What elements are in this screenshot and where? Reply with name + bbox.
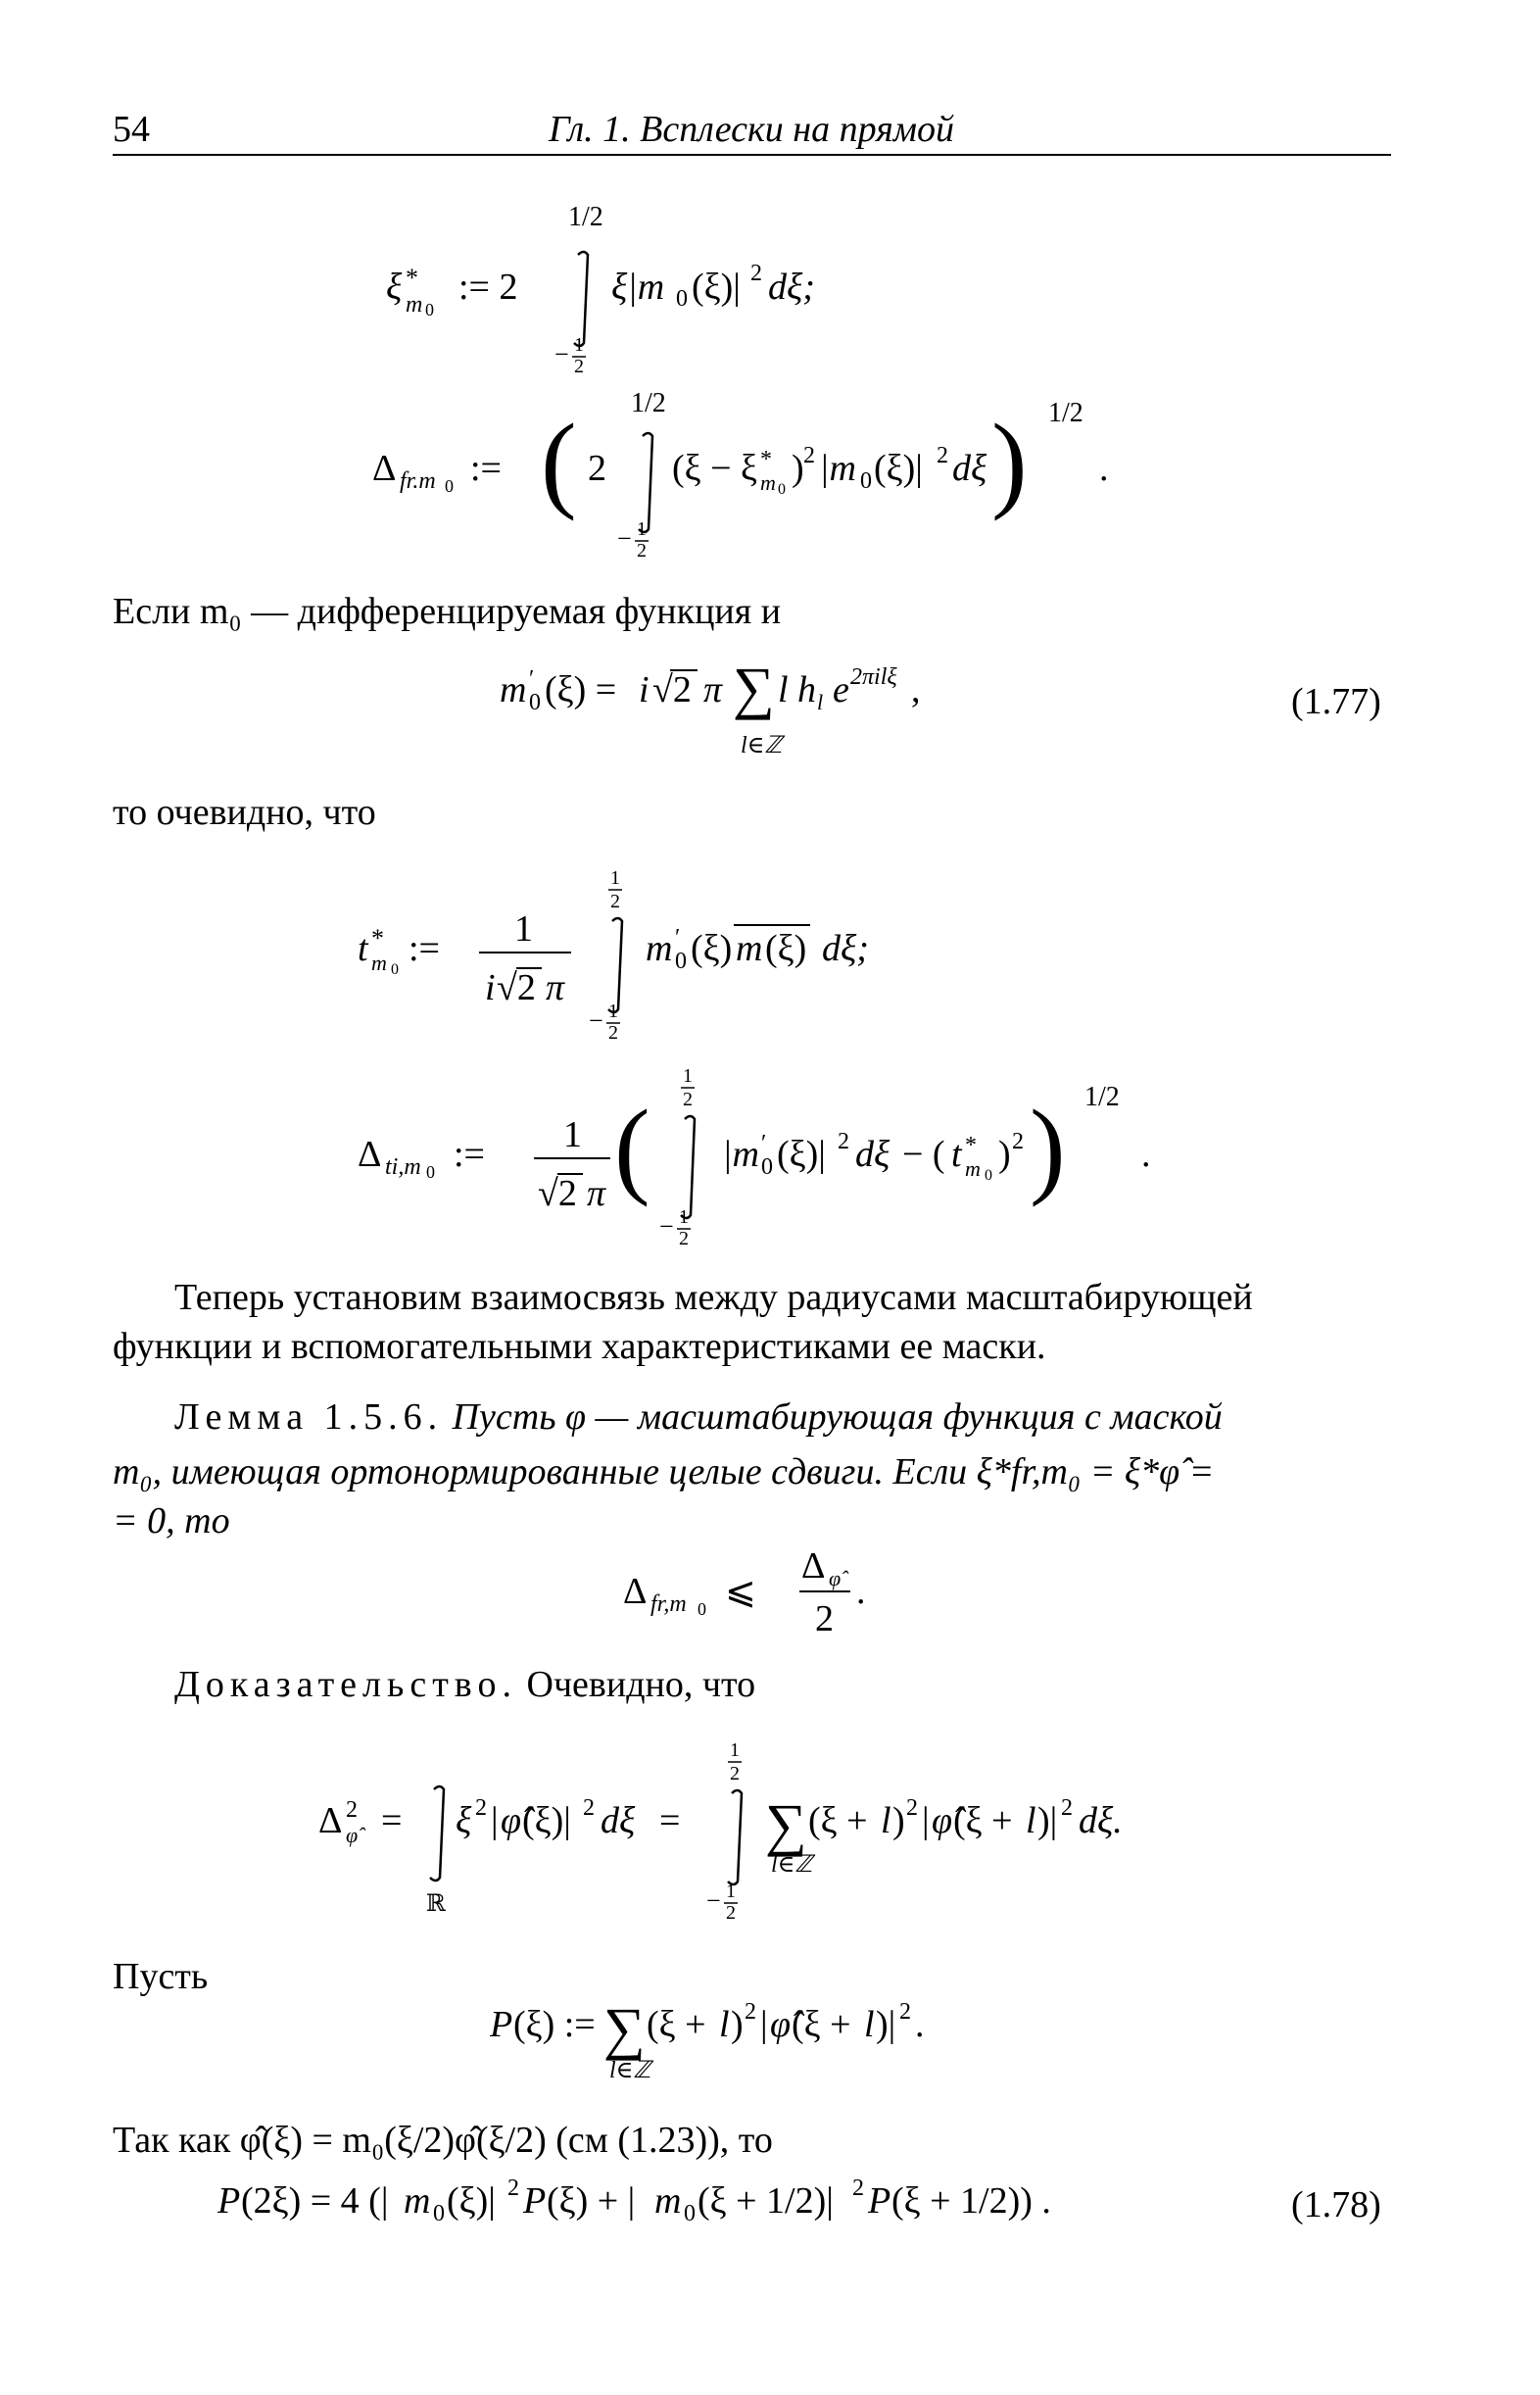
svg-text:2: 2: [906, 1795, 918, 1821]
svg-text:−: −: [589, 1006, 603, 1035]
svg-text:dξ.: dξ.: [1079, 1800, 1123, 1841]
svg-text:1: 1: [608, 1001, 618, 1022]
svg-text:Δ: Δ: [623, 1571, 648, 1612]
svg-text:√2: √2: [497, 967, 536, 1008]
svg-text:1: 1: [726, 1881, 736, 1902]
lemma-line1-text: Пусть φ — масштабирующая функция с маской: [452, 1396, 1223, 1438]
svg-text:,: ,: [911, 669, 921, 710]
svg-text:′: ′: [761, 1131, 767, 1156]
equation-t-star: [358, 862, 945, 1049]
svg-text:(ξ)|: (ξ)|: [692, 267, 741, 308]
svg-text:2: 2: [750, 261, 762, 286]
svg-text:1: 1: [683, 1065, 693, 1087]
svg-text:−: −: [706, 1886, 721, 1915]
svg-text:(ξ + 1/2)) .: (ξ + 1/2)) .: [891, 2180, 1051, 2222]
paragraph-let: Пусть: [113, 1956, 209, 1997]
svg-text:1: 1: [574, 334, 584, 356]
svg-text:2: 2: [1012, 1129, 1024, 1154]
svg-text:dξ: dξ: [952, 448, 987, 489]
svg-text:l∈ℤ: l∈ℤ: [771, 1852, 813, 1878]
svg-text:*: *: [760, 447, 772, 472]
svg-text:): ): [998, 1134, 1011, 1175]
svg-text:(ξ)|: (ξ)|: [447, 2180, 496, 2222]
equation-1-78: [217, 2164, 1197, 2242]
svg-text:Δ: Δ: [318, 1800, 343, 1841]
svg-text:P: P: [523, 2180, 547, 2222]
svg-text:0: 0: [426, 1162, 435, 1182]
svg-text:1/2: 1/2: [1084, 1082, 1120, 1112]
svg-text:2: 2: [838, 1129, 849, 1154]
svg-text:0: 0: [985, 1167, 992, 1184]
svg-text:*: *: [406, 264, 418, 292]
svg-text:2: 2: [803, 443, 815, 468]
svg-text:2: 2: [610, 891, 620, 912]
svg-text:)|: )|: [1037, 1800, 1058, 1841]
equation-P: [490, 1980, 1038, 2097]
svg-text:.: .: [1099, 448, 1109, 489]
svg-text:m: m: [760, 470, 776, 495]
svg-text:m: m: [646, 928, 673, 969]
equation-xi-star: [372, 196, 921, 372]
lemma-line3: = 0, то: [113, 1500, 230, 1541]
svg-text:1: 1: [514, 908, 533, 950]
svg-text:m: m: [371, 951, 387, 975]
svg-text:2: 2: [583, 1795, 595, 1821]
equation-1-77: [500, 647, 1048, 764]
svg-text:2: 2: [745, 1999, 756, 2025]
svg-text:′: ′: [529, 666, 535, 692]
svg-text:t: t: [358, 928, 368, 969]
svg-text:2: 2: [608, 1022, 618, 1044]
svg-text:2: 2: [679, 1228, 689, 1249]
lemma-label-text: Лемма 1.5.6.: [174, 1396, 444, 1438]
svg-text:ξ: ξ: [456, 1800, 472, 1841]
svg-text:): ): [731, 2004, 744, 2045]
svg-text:2: 2: [1061, 1795, 1073, 1821]
svg-text:(ξ +: (ξ +: [808, 1800, 868, 1841]
svg-text:ℝ: ℝ: [426, 1891, 446, 1917]
svg-text:0: 0: [433, 2201, 445, 2226]
svg-text:(ξ): (ξ): [765, 928, 807, 969]
svg-text:0: 0: [425, 300, 434, 319]
svg-text:√2: √2: [652, 669, 692, 710]
svg-text:): ): [792, 448, 804, 489]
svg-text:(ξ) + |: (ξ) + |: [547, 2180, 636, 2222]
svg-text:|: |: [760, 2004, 768, 2045]
svg-text:∑: ∑: [765, 1792, 807, 1857]
svg-text:φ̂: φ̂: [829, 1566, 842, 1590]
svg-text:|m: |m: [819, 448, 856, 489]
svg-text:π: π: [587, 1173, 606, 1214]
equation-number-1-78: (1.78): [1291, 2184, 1381, 2225]
svg-text:)|: )|: [876, 2004, 896, 2045]
svg-text:(ξ): (ξ): [691, 928, 733, 969]
svg-text:2: 2: [852, 2175, 864, 2201]
svg-text:1/2: 1/2: [568, 202, 603, 232]
svg-text:π: π: [703, 669, 723, 710]
svg-text:|: |: [491, 1800, 499, 1841]
svg-text:|: |: [922, 1800, 930, 1841]
svg-text:1: 1: [637, 518, 647, 540]
svg-text::=: :=: [470, 448, 502, 489]
svg-text:φ̂: φ̂: [501, 1800, 522, 1841]
svg-text:=: =: [381, 1800, 403, 1841]
svg-text:φ̂: φ̂: [932, 1800, 953, 1841]
svg-text:0: 0: [529, 690, 541, 715]
svg-text:fr.m: fr.m: [400, 468, 436, 494]
svg-text:1/2: 1/2: [1048, 398, 1083, 428]
svg-text:2: 2: [937, 443, 948, 468]
svg-text:2: 2: [815, 1598, 834, 1637]
equation-number-1-77: (1.77): [1291, 681, 1381, 722]
svg-text:0: 0: [698, 1599, 706, 1619]
svg-text:1: 1: [563, 1114, 582, 1155]
svg-text:⩽: ⩽: [725, 1571, 756, 1612]
paragraph-then: то очевидно, что: [113, 792, 376, 833]
svg-text:(ξ − ξ: (ξ − ξ: [672, 448, 757, 489]
svg-text:− (: − (: [902, 1134, 945, 1175]
svg-text:): ): [892, 1800, 905, 1841]
svg-text:(ξ)|: (ξ)|: [522, 1800, 571, 1841]
svg-text:ξ: ξ: [386, 267, 403, 308]
svg-text:m: m: [404, 2180, 431, 2222]
svg-text:): ): [991, 402, 1028, 521]
svg-text:2: 2: [507, 2175, 519, 2201]
svg-text:e: e: [833, 669, 849, 710]
svg-text:m: m: [965, 1156, 981, 1181]
svg-text:2: 2: [574, 356, 584, 372]
header-rule: [113, 154, 1391, 156]
svg-text:P: P: [217, 2180, 241, 2222]
svg-text:−: −: [659, 1212, 674, 1241]
svg-text:π: π: [546, 967, 565, 1008]
svg-text:0: 0: [684, 2201, 696, 2226]
proof-label: Доказательство.: [174, 1664, 517, 1705]
svg-text:0: 0: [445, 476, 454, 496]
svg-text:(ξ)|: (ξ)|: [874, 448, 923, 489]
svg-text:.: .: [1141, 1134, 1151, 1175]
svg-text:2: 2: [475, 1795, 487, 1821]
svg-text:i: i: [639, 669, 650, 710]
svg-text:0: 0: [675, 949, 687, 974]
svg-text:(: (: [614, 1088, 650, 1207]
svg-text:φ̂: φ̂: [770, 2004, 792, 2045]
paragraph-since: Так как φ̂(ξ) = m₀(ξ/2)φ̂(ξ/2) (см (1.23)), то: [113, 2120, 773, 2161]
equation-proof: [318, 1735, 1220, 1931]
svg-text:2: 2: [588, 448, 606, 489]
svg-text:(: (: [541, 402, 577, 521]
lemma-label: [174, 1393, 1223, 1441]
lemma-line2: m₀, имеющая ортонормированные целые сдвиги. Если ξ*fr,m₀ = ξ*φ̂ =: [113, 1451, 1215, 1492]
svg-text:2πilξ: 2πilξ: [850, 664, 897, 690]
svg-text:2: 2: [683, 1089, 693, 1110]
svg-text:1: 1: [610, 867, 620, 889]
svg-text:ti,m: ti,m: [385, 1154, 421, 1180]
svg-text:m: m: [500, 669, 527, 710]
svg-text:*: *: [965, 1133, 977, 1158]
svg-text:l: l: [864, 2004, 875, 2045]
svg-text:∑: ∑: [733, 656, 775, 720]
svg-text:l: l: [881, 1800, 891, 1841]
svg-text:t: t: [951, 1134, 962, 1175]
svg-text:1: 1: [730, 1739, 740, 1761]
svg-text:P: P: [490, 2004, 513, 2045]
svg-text:|m: |m: [722, 1134, 759, 1175]
svg-text:(ξ) =: (ξ) =: [545, 669, 617, 710]
svg-text:2: 2: [726, 1902, 736, 1924]
svg-text::= 2: := 2: [458, 267, 518, 308]
svg-text:φ̂: φ̂: [346, 1823, 359, 1847]
svg-text:dξ;: dξ;: [768, 267, 815, 308]
svg-text:.: .: [915, 2004, 925, 2045]
equation-lemma: [623, 1539, 917, 1637]
svg-text:=: =: [659, 1800, 681, 1841]
svg-text:l∈ℤ: l∈ℤ: [741, 733, 783, 758]
svg-text:(ξ +: (ξ +: [792, 2004, 851, 2045]
svg-text:Δ: Δ: [372, 448, 397, 489]
paragraph-now-line1: Теперь установим взаимосвязь между радиусами масштабирующей: [174, 1277, 1253, 1318]
equation-delta-fr: [372, 382, 1156, 559]
svg-text:0: 0: [860, 468, 872, 494]
svg-text:1: 1: [679, 1206, 689, 1228]
svg-text:√2: √2: [538, 1173, 577, 1214]
svg-text:0: 0: [778, 481, 786, 498]
svg-text:∑: ∑: [603, 1996, 646, 2061]
svg-text:P: P: [868, 2180, 891, 2222]
svg-text:2: 2: [899, 1999, 911, 2025]
svg-text:(ξ +: (ξ +: [647, 2004, 706, 2045]
svg-text:′: ′: [675, 925, 681, 951]
svg-text:2: 2: [346, 1797, 358, 1823]
svg-text:dξ;: dξ;: [822, 928, 869, 969]
svg-text:Δ: Δ: [358, 1134, 382, 1175]
svg-text:2: 2: [730, 1763, 740, 1784]
svg-text:(ξ + 1/2)|: (ξ + 1/2)|: [698, 2180, 834, 2222]
svg-text:2: 2: [637, 540, 647, 559]
svg-text:fr,m: fr,m: [650, 1591, 687, 1617]
equation-delta-ti: [358, 1058, 1200, 1254]
proof-text: Очевидно, что: [526, 1664, 756, 1705]
svg-text:0: 0: [761, 1154, 773, 1180]
svg-text:l h: l h: [778, 669, 817, 710]
paragraph-now-line2: функции и вспомогательными характеристиками ее маски.: [113, 1326, 1046, 1367]
svg-text:0: 0: [676, 286, 688, 312]
running-title: Гл. 1. Всплески на прямой: [549, 109, 955, 150]
svg-text:l: l: [1026, 1800, 1036, 1841]
svg-text:ξ|m: ξ|m: [611, 267, 665, 308]
svg-text:1/2: 1/2: [631, 388, 666, 418]
svg-text:(ξ) :=: (ξ) :=: [513, 2004, 596, 2045]
svg-text:l: l: [817, 690, 824, 714]
proof-line: [174, 1661, 755, 1708]
svg-text:i: i: [485, 967, 496, 1008]
svg-text:−: −: [617, 524, 632, 553]
svg-text:): ): [1030, 1088, 1066, 1207]
svg-text:l: l: [719, 2004, 730, 2045]
svg-text:0: 0: [391, 961, 399, 978]
svg-text:*: *: [371, 924, 384, 953]
svg-text:m: m: [654, 2180, 682, 2222]
svg-text::=: :=: [409, 928, 440, 969]
svg-text:(ξ)|: (ξ)|: [777, 1134, 826, 1175]
svg-text:Δ: Δ: [801, 1545, 826, 1587]
svg-text:−: −: [554, 340, 569, 368]
paragraph-if: Если m₀ — дифференцируемая функция и: [113, 591, 782, 632]
svg-text:m: m: [406, 292, 423, 318]
svg-text::=: :=: [454, 1134, 485, 1175]
svg-text:dξ: dξ: [601, 1800, 636, 1841]
svg-text:.: .: [856, 1571, 866, 1612]
svg-text:(2ξ) = 4 (|: (2ξ) = 4 (|: [241, 2180, 389, 2222]
svg-text:dξ: dξ: [855, 1134, 890, 1175]
svg-text:(ξ +: (ξ +: [953, 1800, 1013, 1841]
page-number: 54: [113, 109, 150, 150]
svg-text:m: m: [736, 928, 763, 969]
svg-text:l∈ℤ: l∈ℤ: [609, 2058, 651, 2083]
